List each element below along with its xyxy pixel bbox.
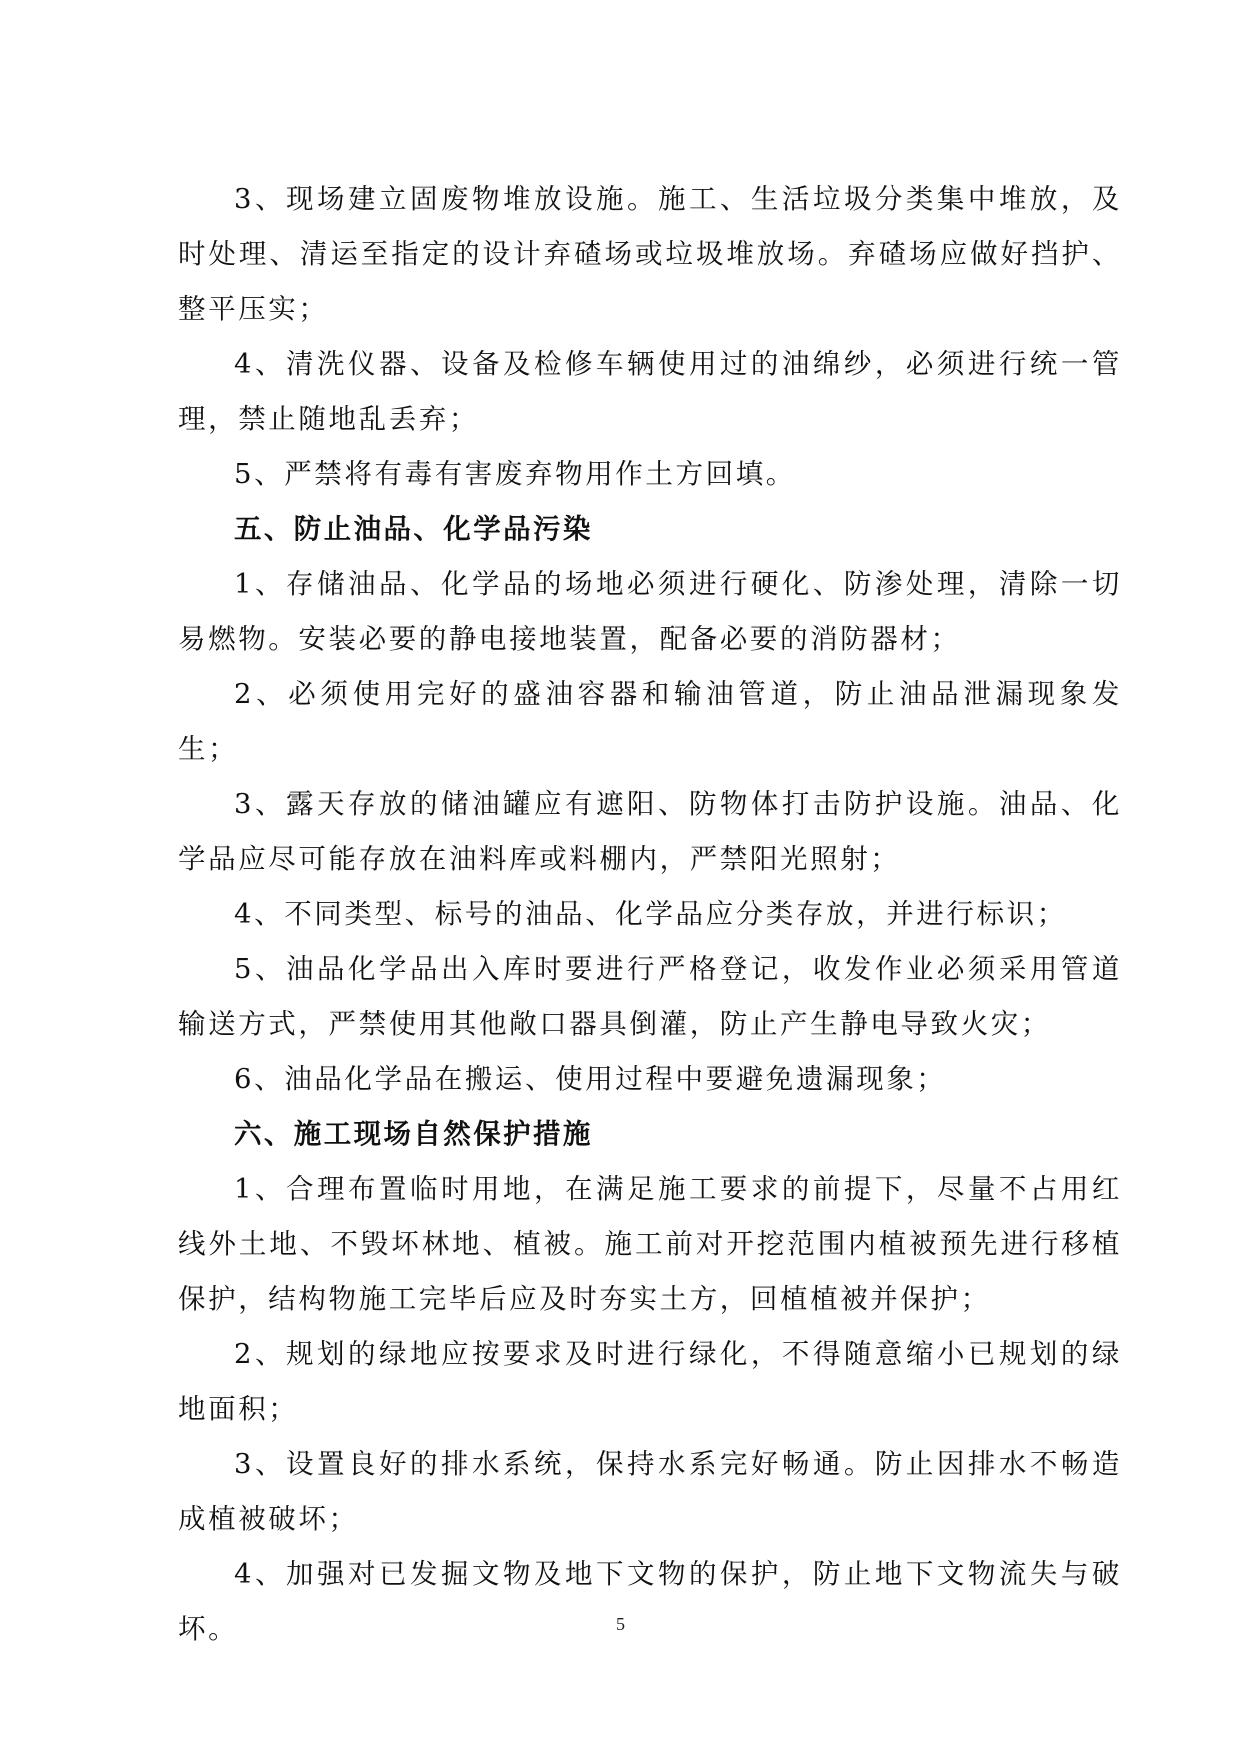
section-heading-nature-protection: 六、施工现场自然保护措施 (234, 1118, 593, 1150)
paragraph-oil-item-1: 1、存储油品、化学品的场地必须进行硬化、防渗处理，清除一切易燃物。安装必要的静电接地装置，配备必要的消防器材； (178, 568, 1122, 655)
section-heading-oil-chemical: 五、防止油品、化学品污染 (234, 513, 593, 545)
paragraph-nature-item-2: 2、规划的绿地应按要求及时进行绿化，不得随意缩小已规划的绿地面积； (178, 1338, 1122, 1425)
paragraph-nature-item-1: 1、合理布置临时用地，在满足施工要求的前提下，尽量不占用红线外土地、不毁坏林地、植被。施工前对开挖范围内植被预先进行移植保护，结构物施工完毕后应及时夯实土方，回植植被并保护； (178, 1173, 1122, 1315)
page-number: 5 (616, 1614, 625, 1634)
paragraph-waste-item-3: 3、现场建立固废物堆放设施。施工、生活垃圾分类集中堆放，及时处理、清运至指定的设计弃碴场或垃圾堆放场。弃碴场应做好挡护、整平压实； (178, 183, 1122, 325)
paragraph-oil-item-6: 6、油品化学品在搬运、使用过程中要避免遗漏现象； (234, 1063, 947, 1095)
paragraph-waste-item-5: 5、严禁将有毒有害废弃物用作土方回填。 (234, 458, 796, 490)
paragraph-oil-item-2: 2、必须使用完好的盛油容器和输油管道，防止油品泄漏现象发生； (178, 678, 1122, 765)
document-body (178, 172, 1122, 1657)
paragraph-oil-item-3: 3、露天存放的储油罐应有遮阳、防物体打击防护设施。油品、化学品应尽可能存放在油料库或料棚内，严禁阳光照射； (178, 788, 1122, 875)
paragraph-oil-item-5: 5、油品化学品出入库时要进行严格登记，收发作业必须采用管道输送方式，严禁使用其他敞口器具倒灌，防止产生静电导致火灾； (178, 953, 1122, 1040)
paragraph-nature-item-4: 4、加强对已发掘文物及地下文物的保护，防止地下文物流失与破坏。 (178, 1558, 1122, 1645)
paragraph-oil-item-4: 4、不同类型、标号的油品、化学品应分类存放，并进行标识； (234, 898, 1067, 930)
paragraph-waste-item-4: 4、清洗仪器、设备及检修车辆使用过的油绵纱，必须进行统一管理，禁止随地乱丢弃； (178, 348, 1122, 435)
paragraph-nature-item-3: 3、设置良好的排水系统，保持水系完好畅通。防止因排水不畅造成植被破坏； (178, 1448, 1122, 1535)
